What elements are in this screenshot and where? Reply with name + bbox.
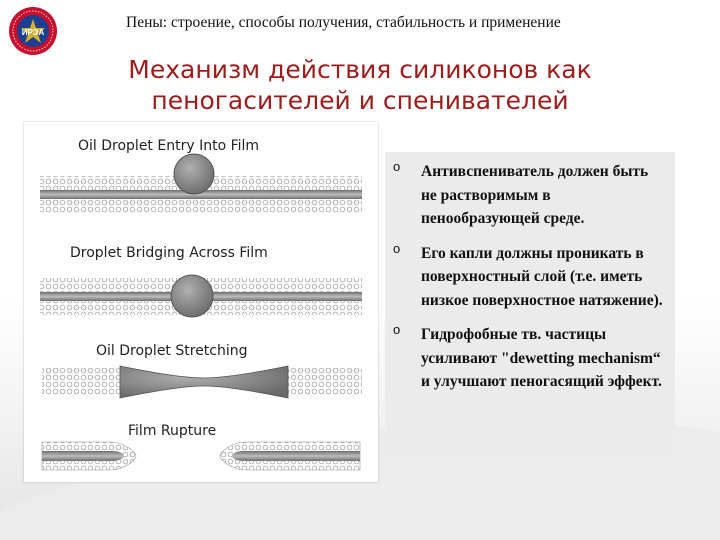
stretched-droplet	[120, 366, 288, 398]
bullet-text-box	[385, 152, 675, 458]
film-lower-surface	[40, 199, 362, 213]
bridging-droplet	[171, 275, 213, 317]
stage-label-bridging: Droplet Bridging Across Film	[70, 245, 268, 261]
ruptured-film-left-core	[42, 451, 124, 461]
film-diagram-svg	[24, 122, 378, 482]
foam-film-diagram	[24, 122, 378, 482]
bullet-marker: o	[393, 159, 401, 174]
bullet-list	[393, 160, 665, 394]
stage-label-entry: Oil Droplet Entry Into Film	[78, 138, 260, 154]
slide-title: Механизм действия силиконов как пеногасителей и спенивателей	[128, 55, 592, 115]
logo-text: ИРЭА	[21, 28, 45, 37]
stage-label-rupture: Film Rupture	[128, 423, 217, 439]
university-logo	[8, 6, 58, 56]
bullet-item	[393, 160, 665, 231]
bullet-text: Его капли должны проникать в поверхностный слой (т.е. иметь низкое поверхностное натяжение).	[421, 244, 663, 309]
oil-droplet	[174, 154, 214, 194]
bullet-text: Гидрофобные тв. частицы усиливают "dewetting mechanism“ и улучшают пеногасящий эффект.	[421, 326, 662, 390]
bullet-marker: o	[393, 322, 401, 337]
bullet-text: Антивспениватель должен быть не растворимым в пенообразующей среде.	[421, 163, 649, 227]
bullet-item	[393, 323, 665, 394]
header-title: Пены: строение, способы получения, стабильность и применение	[126, 14, 561, 31]
ruptured-film-right-core	[232, 451, 360, 461]
stage-label-stretching: Oil Droplet Stretching	[96, 343, 248, 359]
bullet-marker: o	[393, 240, 401, 256]
bullet-item	[393, 242, 665, 313]
